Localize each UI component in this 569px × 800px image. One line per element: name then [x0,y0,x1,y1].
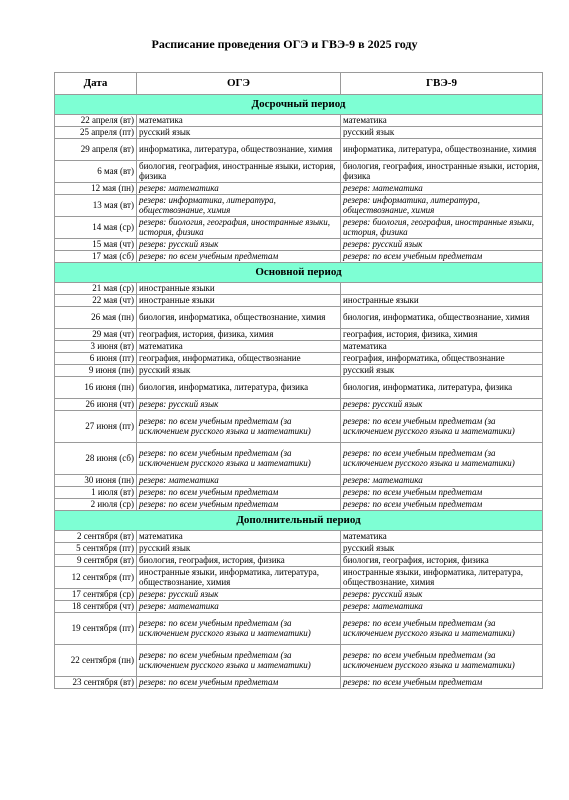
oge-cell: резерв: русский язык [137,589,341,601]
gve-cell: резерв: по всем учебным предметам [341,251,543,263]
date-cell: 17 сентября (ср) [55,589,137,601]
oge-cell: география, информатика, обществознание [137,353,341,365]
table-row [55,139,543,161]
gve-cell: резерв: по всем учебным предметам (за исключением русского языка и математики) [341,411,543,443]
date-cell: 5 сентября (пт) [55,543,137,555]
oge-cell: биология, география, история, физика [137,555,341,567]
gve-cell [341,283,543,295]
section-row [55,95,543,115]
oge-cell: резерв: по всем учебным предметам [137,677,341,689]
table-row [55,329,543,341]
table-row [55,589,543,601]
oge-cell: резерв: биология, география, иностранные языки, история, физика [137,217,341,239]
table-row [55,475,543,487]
date-cell: 29 мая (чт) [55,329,137,341]
table-row [55,531,543,543]
table-row [55,183,543,195]
date-cell: 12 сентября (пт) [55,567,137,589]
table-row [55,283,543,295]
oge-cell: математика [137,531,341,543]
schedule-table [54,72,543,689]
date-cell: 29 апреля (вт) [55,139,137,161]
table-row [55,567,543,589]
section-title: Дополнительный период [55,511,543,531]
table-row [55,251,543,263]
table-row [55,399,543,411]
date-cell: 22 апреля (вт) [55,115,137,127]
gve-cell: резерв: русский язык [341,589,543,601]
oge-cell: резерв: математика [137,475,341,487]
date-cell: 6 июня (пт) [55,353,137,365]
section-row [55,511,543,531]
date-cell: 17 мая (сб) [55,251,137,263]
gve-cell: математика [341,115,543,127]
table-row [55,217,543,239]
table-row [55,341,543,353]
date-cell: 12 мая (пн) [55,183,137,195]
gve-cell: биология, информатика, обществознание, химия [341,307,543,329]
table-row [55,239,543,251]
date-cell: 28 июня (сб) [55,443,137,475]
table-row [55,543,543,555]
section-row [55,263,543,283]
oge-cell: резерв: по всем учебным предметам [137,499,341,511]
oge-cell: информатика, литература, обществознание, химия [137,139,341,161]
oge-cell: русский язык [137,127,341,139]
gve-cell: география, история, физика, химия [341,329,543,341]
oge-cell: резерв: по всем учебным предметам (за исключением русского языка и математики) [137,645,341,677]
date-cell: 15 мая (чт) [55,239,137,251]
table-row [55,307,543,329]
gve-cell: резерв: по всем учебным предметам (за исключением русского языка и математики) [341,613,543,645]
date-cell: 18 сентября (чт) [55,601,137,613]
table-row [55,487,543,499]
oge-cell: резерв: информатика, литература, обществознание, химия [137,195,341,217]
date-cell: 2 июля (ср) [55,499,137,511]
gve-cell: резерв: математика [341,475,543,487]
date-cell: 1 июля (вт) [55,487,137,499]
gve-cell: резерв: русский язык [341,239,543,251]
gve-cell: резерв: по всем учебным предметам [341,499,543,511]
date-cell: 19 сентября (пт) [55,613,137,645]
gve-cell: русский язык [341,543,543,555]
header-gve: ГВЭ-9 [341,73,543,95]
date-cell: 9 сентября (вт) [55,555,137,567]
section-title: Основной период [55,263,543,283]
date-cell: 26 мая (пн) [55,307,137,329]
gve-cell: русский язык [341,127,543,139]
oge-cell: резерв: по всем учебным предметам (за исключением русского языка и математики) [137,411,341,443]
date-cell: 21 мая (ср) [55,283,137,295]
gve-cell: резерв: математика [341,601,543,613]
date-cell: 25 апреля (пт) [55,127,137,139]
oge-cell: русский язык [137,365,341,377]
gve-cell: информатика, литература, обществознание, химия [341,139,543,161]
oge-cell: русский язык [137,543,341,555]
gve-cell: иностранные языки [341,295,543,307]
oge-cell: резерв: математика [137,183,341,195]
date-cell: 26 июня (чт) [55,399,137,411]
gve-cell: резерв: по всем учебным предметам (за исключением русского языка и математики) [341,645,543,677]
oge-cell: география, история, физика, химия [137,329,341,341]
gve-cell: география, информатика, обществознание [341,353,543,365]
gve-cell: резерв: биология, география, иностранные языки, история, физика [341,217,543,239]
oge-cell: резерв: по всем учебным предметам (за исключением русского языка и математики) [137,443,341,475]
gve-cell: резерв: русский язык [341,399,543,411]
date-cell: 30 июня (пн) [55,475,137,487]
header-oge: ОГЭ [137,73,341,95]
oge-cell: резерв: по всем учебным предметам [137,487,341,499]
table-row [55,555,543,567]
oge-cell: иностранные языки, информатика, литература, обществознание, химия [137,567,341,589]
date-cell: 2 сентября (вт) [55,531,137,543]
date-cell: 14 мая (ср) [55,217,137,239]
table-row [55,195,543,217]
date-cell: 6 мая (вт) [55,161,137,183]
gve-cell: резерв: информатика, литература, обществознание, химия [341,195,543,217]
date-cell: 27 июня (пт) [55,411,137,443]
gve-cell: биология, информатика, литература, физика [341,377,543,399]
table-row [55,613,543,645]
gve-cell: резерв: математика [341,183,543,195]
table-row [55,377,543,399]
page-title: Расписание проведения ОГЭ и ГВЭ-9 в 2025 году [151,37,418,51]
oge-cell: иностранные языки [137,283,341,295]
table-row [55,499,543,511]
table-row [55,353,543,365]
oge-cell: резерв: математика [137,601,341,613]
date-cell: 3 июня (вт) [55,341,137,353]
table-row [55,601,543,613]
table-body [55,95,543,689]
oge-cell: математика [137,341,341,353]
gve-cell: русский язык [341,365,543,377]
gve-cell: математика [341,531,543,543]
oge-cell: резерв: по всем учебным предметам [137,251,341,263]
gve-cell: резерв: по всем учебным предметам [341,487,543,499]
date-cell: 22 мая (чт) [55,295,137,307]
table-row [55,127,543,139]
date-cell: 23 сентября (вт) [55,677,137,689]
section-title: Досрочный период [55,95,543,115]
oge-cell: резерв: русский язык [137,239,341,251]
table-row [55,645,543,677]
oge-cell: резерв: по всем учебным предметам (за исключением русского языка и математики) [137,613,341,645]
date-cell: 9 июня (пн) [55,365,137,377]
table-row [55,443,543,475]
oge-cell: математика [137,115,341,127]
gve-cell: биология, география, история, физика [341,555,543,567]
oge-cell: биология, информатика, обществознание, химия [137,307,341,329]
gve-cell: биология, география, иностранные языки, история, физика [341,161,543,183]
date-cell: 22 сентября (пн) [55,645,137,677]
gve-cell: резерв: по всем учебным предметам [341,677,543,689]
gve-cell: иностранные языки, информатика, литература, обществознание, химия [341,567,543,589]
oge-cell: иностранные языки [137,295,341,307]
oge-cell: резерв: русский язык [137,399,341,411]
table-header-row [55,73,543,95]
gve-cell: резерв: по всем учебным предметам (за исключением русского языка и математики) [341,443,543,475]
table-row [55,411,543,443]
table-row [55,677,543,689]
header-date: Дата [55,73,137,95]
oge-cell: биология, информатика, литература, физика [137,377,341,399]
date-cell: 16 июня (пн) [55,377,137,399]
table-row [55,365,543,377]
gve-cell: математика [341,341,543,353]
oge-cell: биология, география, иностранные языки, история, физика [137,161,341,183]
table-row [55,115,543,127]
table-row [55,161,543,183]
table-row [55,295,543,307]
date-cell: 13 мая (вт) [55,195,137,217]
